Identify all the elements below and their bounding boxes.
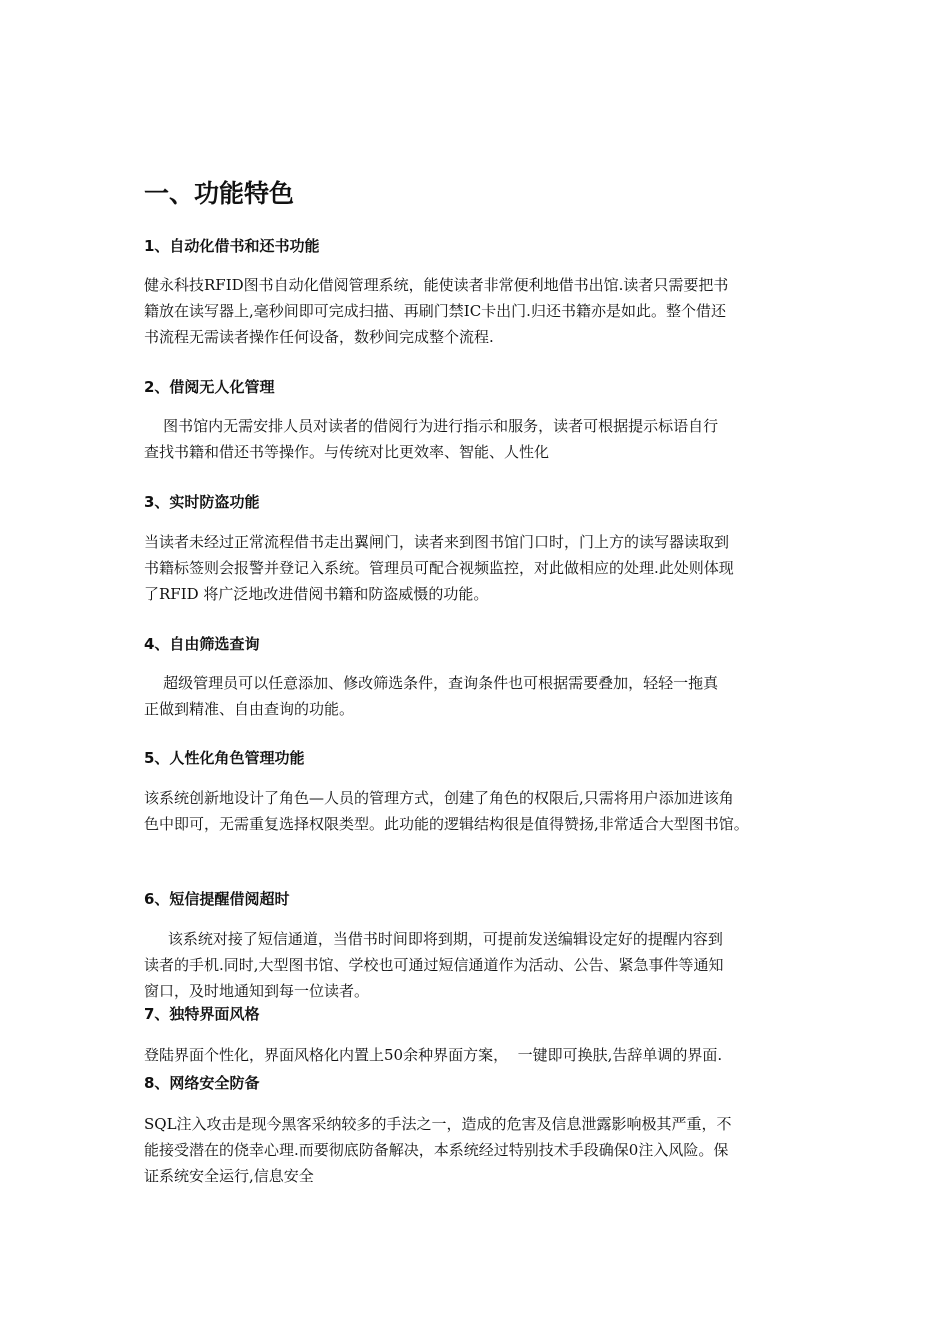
body-line: 证系统安全运行,信息安全 xyxy=(144,1167,314,1185)
section-body-5 xyxy=(144,785,824,837)
body-line: 籍放在读写器上,毫秒间即可完成扫描、再刷门禁IC卡出门.归还书籍亦是如此。整个借还 xyxy=(144,302,726,320)
body-line: 图书馆内无需安排人员对读者的借阅行为进行指示和服务，读者可根据提示标语自行 xyxy=(144,417,719,435)
body-line: 健永科技RFID图书自动化借阅管理系统，能使读者非常便利地借书出馆.读者只需要把书 xyxy=(144,276,729,294)
section-body-1 xyxy=(144,272,824,350)
section-heading-1: 1、自动化借书和还书功能 xyxy=(144,237,320,255)
body-line: 色中即可，无需重复选择权限类型。此功能的逻辑结构很是值得赞扬,非常适合大型图书馆。 xyxy=(144,815,749,833)
section-heading-5: 5、人性化角色管理功能 xyxy=(144,749,305,767)
body-line: 登陆界面个性化，界面风格化内置上50余种界面方案， 一键即可换肤,告辞单调的界面. xyxy=(144,1046,723,1064)
section-heading-2: 2、借阅无人化管理 xyxy=(144,378,275,396)
section-body-7 xyxy=(144,1042,824,1068)
section-body-6 xyxy=(144,926,824,1004)
body-line: 查找书籍和借还书等操作。与传统对比更效率、智能、人性化 xyxy=(144,443,550,461)
body-line: 超级管理员可以任意添加、修改筛选条件，查询条件也可根据需要叠加，轻轻一拖真 xyxy=(144,674,719,692)
body-line: 窗口，及时地通知到每一位读者。 xyxy=(144,982,370,1000)
body-line: 了RFID 将广泛地改进借阅书籍和防盗威慑的功能。 xyxy=(144,585,489,603)
body-line: 该系统创新地设计了角色—人员的管理方式，创建了角色的权限后,只需将用户添加进该角 xyxy=(144,789,734,807)
body-line: SQL注入攻击是现今黑客采纳较多的手法之一，造成的危害及信息泄露影响极其严重，不 xyxy=(144,1115,732,1133)
section-heading-8: 8、网络安全防备 xyxy=(144,1074,260,1092)
body-line: 该系统对接了短信通道，当借书时间即将到期，可提前发送编辑设定好的提醒内容到 xyxy=(144,930,723,948)
section-heading-6: 6、短信提醒借阅超时 xyxy=(144,890,290,908)
body-line: 能接受潜在的侥幸心理.而要彻底防备解决，本系统经过特别技术手段确保0注入风险。保 xyxy=(144,1141,729,1159)
section-body-4 xyxy=(144,670,824,722)
page-title: 一、功能特色 xyxy=(144,179,295,208)
body-line: 正做到精准、自由查询的功能。 xyxy=(144,700,355,718)
section-body-8 xyxy=(144,1111,824,1189)
body-line: 当读者未经过正常流程借书走出翼闸门，读者来到图书馆门口时，门上方的读写器读取到 xyxy=(144,533,730,551)
body-line: 书籍标签则会报警并登记入系统。管理员可配合视频监控，对此做相应的处理.此处则体现 xyxy=(144,559,734,577)
body-line: 读者的手机.同时,大型图书馆、学校也可通过短信通道作为活动、公告、紧急事件等通知 xyxy=(144,956,724,974)
section-body-2 xyxy=(144,413,824,465)
section-body-3 xyxy=(144,529,824,607)
section-heading-3: 3、实时防盗功能 xyxy=(144,493,260,511)
body-line: 书流程无需读者操作任何设备，数秒间完成整个流程. xyxy=(144,328,494,346)
section-heading-4: 4、自由筛选查询 xyxy=(144,635,260,653)
section-heading-7: 7、独特界面风格 xyxy=(144,1005,260,1023)
